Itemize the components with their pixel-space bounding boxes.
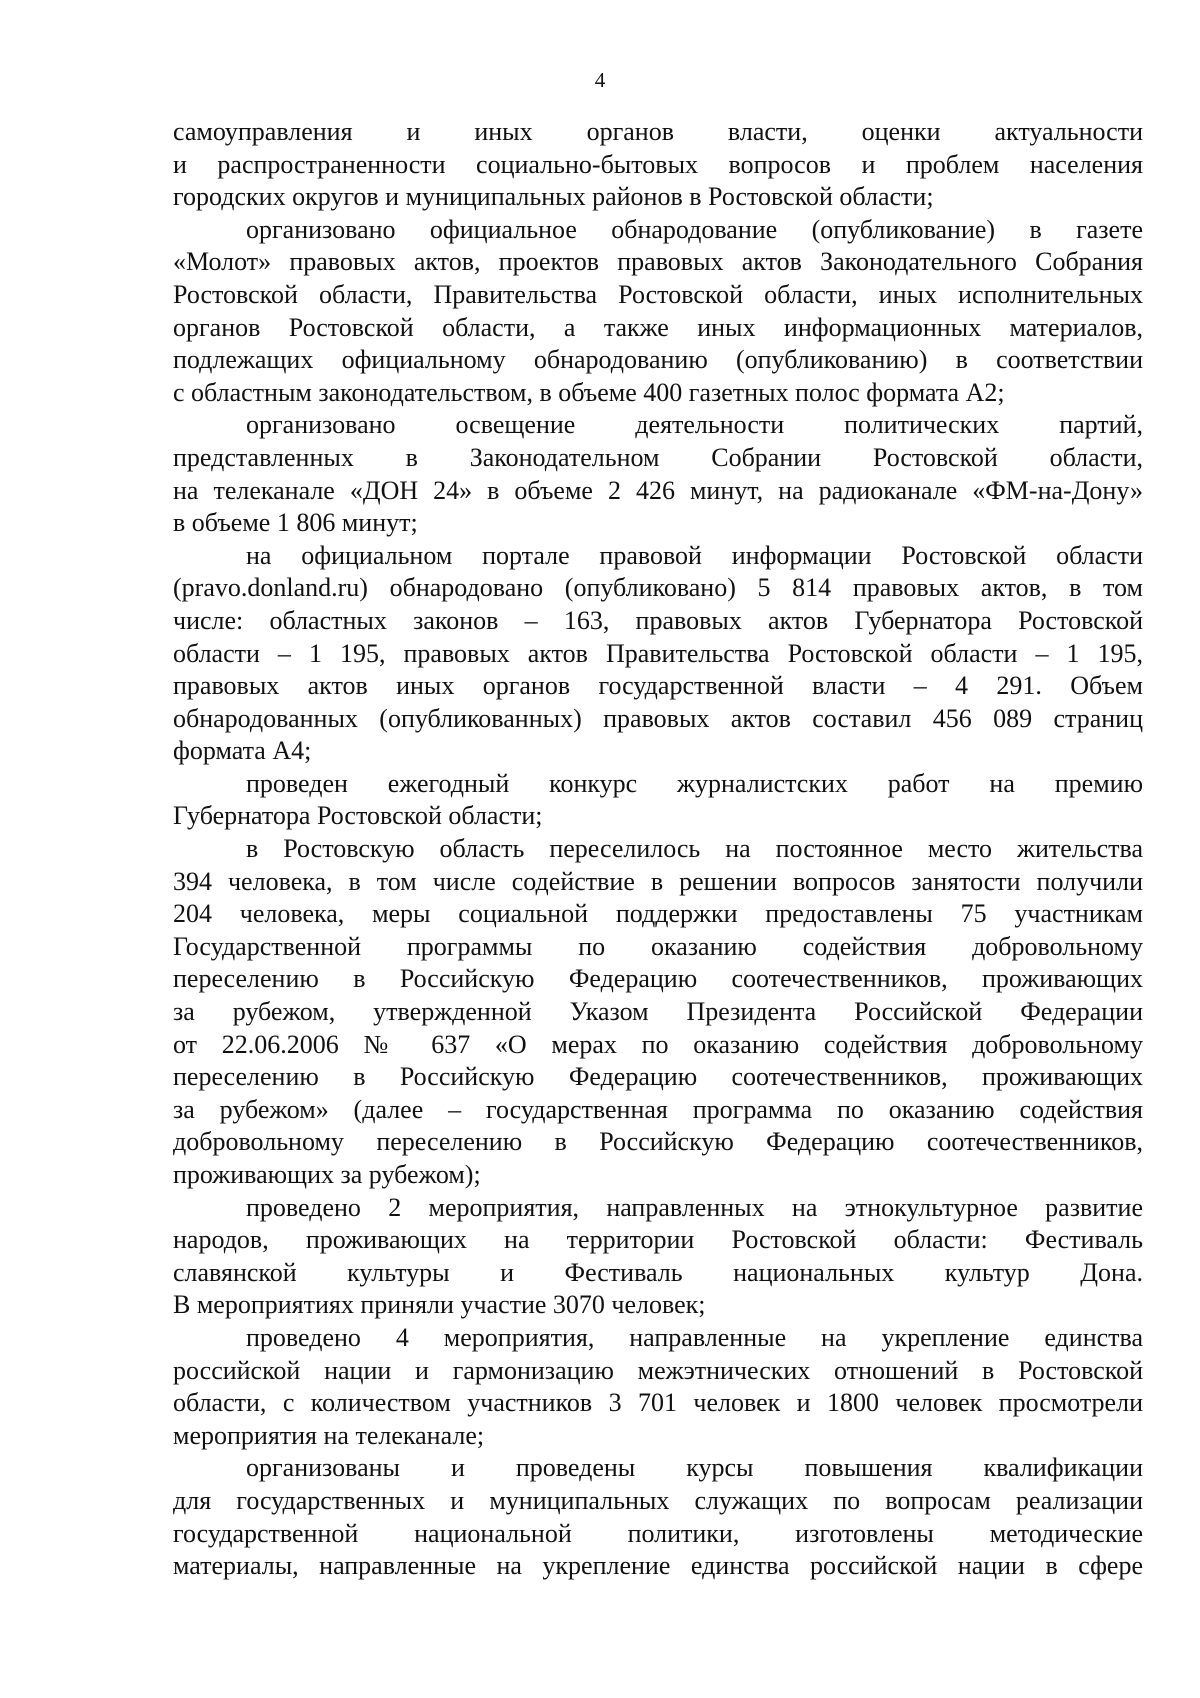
text-line: за рубежом» (далее – государственная программа по оказанию содействия: [173, 1094, 1143, 1124]
text-line: на официальном портале правовой информации Ростовской области: [246, 540, 1143, 570]
document-body: [173, 116, 1143, 1583]
text-line: проведен ежегодный конкурс журналистских работ на премию: [246, 768, 1143, 798]
page-number: 4: [594, 68, 606, 92]
paragraph: [173, 409, 1143, 539]
text-line: материалы, направленные на укрепление единства российской нации в сфере: [173, 1551, 1143, 1581]
text-line: проживающих за рубежом);: [173, 1160, 481, 1189]
text-line: обнародованных (опубликованных) правовых актов составил 456 089 страниц: [173, 703, 1143, 733]
text-line: 394 человека, в том числе содействие в решении вопросов занятости получили: [173, 866, 1143, 896]
text-line: органов Ростовской области, а также иных информационных материалов,: [173, 312, 1143, 342]
text-line: в объеме 1 806 минут;: [173, 508, 418, 538]
text-line: подлежащих официальному обнародованию (опубликованию) в соответствии: [173, 345, 1143, 375]
text-line: 204 человека, меры социальной поддержки предоставлены 75 участникам: [173, 899, 1143, 929]
text-line: правовых актов иных органов государственной власти – 4 291. Объем: [173, 671, 1143, 701]
text-line: и распространенности социально-бытовых вопросов и проблем населения: [173, 149, 1143, 179]
paragraph: [173, 833, 1143, 1192]
text-line: формата А4;: [173, 736, 312, 766]
text-line: для государственных и муниципальных служащих по вопросам реализации: [173, 1485, 1143, 1515]
text-line: Государственной программы по оказанию содействия добровольному: [173, 931, 1143, 961]
text-line: за рубежом, утвержденной Указом Президента Российской Федерации: [173, 997, 1143, 1027]
paragraph: [173, 768, 1143, 833]
text-line: переселению в Российскую Федерацию соотечественников, проживающих: [173, 964, 1143, 994]
text-line: в Ростовскую область переселилось на постоянное место жительства: [246, 834, 1143, 864]
text-line: мероприятия на телеканале;: [173, 1420, 485, 1450]
paragraph: [173, 540, 1143, 768]
text-line: на телеканале «ДОН 24» в объеме 2 426 минут, на радиоканале «ФМ-на-Дону»: [173, 475, 1143, 505]
paragraph: [173, 1452, 1143, 1582]
text-line: проведено 4 мероприятия, направленные на укрепление единства: [246, 1322, 1143, 1352]
text-line: организовано освещение деятельности политических партий,: [246, 410, 1143, 440]
text-line: организованы и проведены курсы повышения квалификации: [246, 1453, 1143, 1483]
text-line: (pravo.donland.ru) обнародовано (опубликовано) 5 814 правовых актов, в том: [173, 573, 1143, 603]
text-line: Губернатора Ростовской области;: [173, 801, 543, 831]
text-line: переселению в Российскую Федерацию соотечественников, проживающих: [173, 1062, 1143, 1092]
paragraph: [173, 116, 1143, 214]
text-line: от 22.06.2006 № 637 «О мерах по оказанию содействия добровольному: [173, 1029, 1143, 1059]
text-line: российской нации и гармонизацию межэтнических отношений в Ростовской: [173, 1355, 1143, 1385]
text-line: области, с количеством участников 3 701 человек и 1800 человек просмотрели: [173, 1388, 1143, 1418]
text-line: организовано официальное обнародование (опубликование) в газете: [246, 214, 1143, 244]
text-line: «Молот» правовых актов, проектов правовых актов Законодательного Собрания: [173, 247, 1143, 277]
text-line: Ростовской области, Правительства Ростовской области, иных исполнительных: [173, 279, 1143, 309]
paragraph: [173, 1192, 1143, 1322]
text-line: числе: областных законов – 163, правовых актов Губернатора Ростовской: [173, 605, 1143, 635]
paragraph: [173, 214, 1143, 410]
text-line: представленных в Законодательном Собрании Ростовской области,: [173, 442, 1143, 472]
text-line: с областным законодательством, в объеме 400 газетных полос формата А2;: [173, 377, 1005, 407]
text-line: городских округов и муниципальных районов в Ростовской области;: [173, 182, 934, 212]
text-line: самоуправления и иных органов власти, оценки актуальности: [173, 117, 1143, 146]
text-line: добровольному переселению в Российскую Федерацию соотечественников,: [173, 1127, 1143, 1157]
text-line: народов, проживающих на территории Ростовской области: Фестиваль: [173, 1225, 1143, 1255]
paragraph: [173, 1322, 1143, 1452]
text-line: В мероприятиях приняли участие 3070 человек;: [173, 1290, 706, 1320]
text-line: государственной национальной политики, изготовлены методические: [173, 1518, 1143, 1548]
text-line: проведено 2 мероприятия, направленных на этнокультурное развитие: [246, 1192, 1143, 1222]
text-line: славянской культуры и Фестиваль национальных культур Дона.: [173, 1257, 1143, 1287]
text-line: области – 1 195, правовых актов Правительства Ростовской области – 1 195,: [173, 638, 1143, 668]
